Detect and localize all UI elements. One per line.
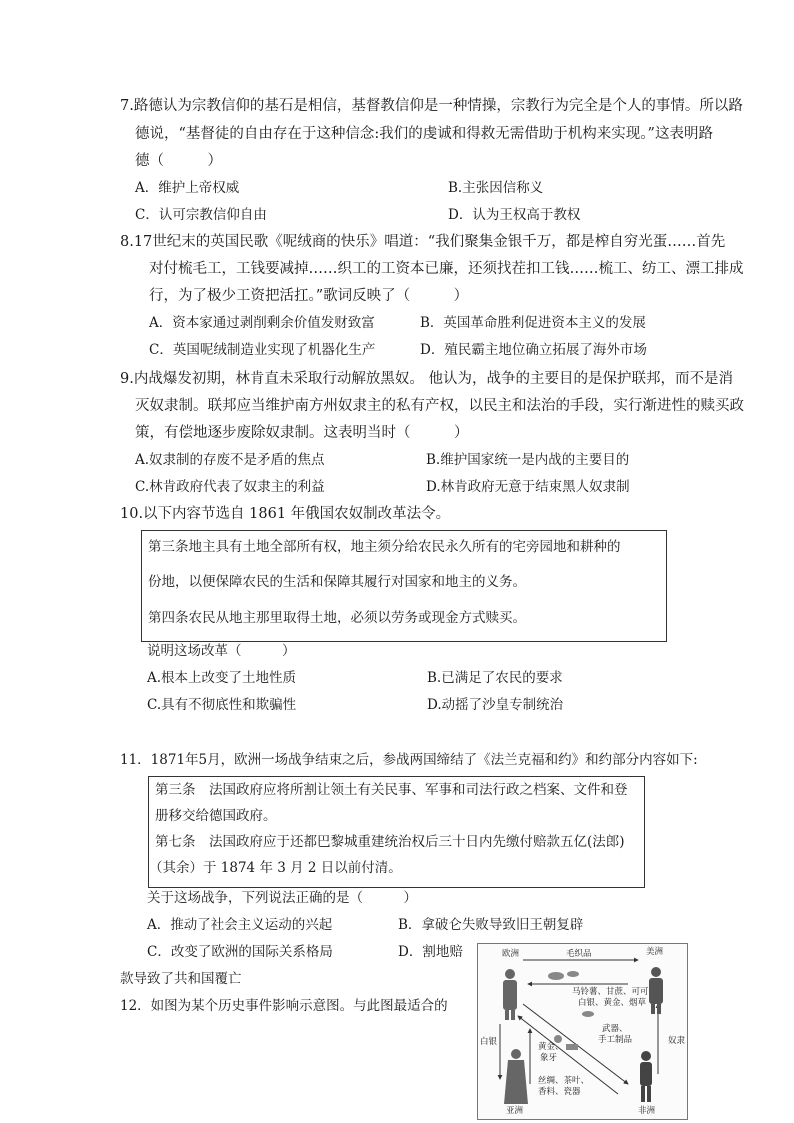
person-europe-icon (503, 969, 517, 1020)
q10-excerpt-line-3: 第四条农民从地主那里取得土地，必须以劳务或现金方式赎买。 (148, 610, 526, 626)
q8-stem-line-3: 行，为了极少工资把活扛。”歌词反映了（ ） (149, 288, 469, 304)
label-gold-line-1: 黄金、 (538, 1042, 564, 1052)
q7-stem-line-2: 德说，“基督徒的自由存在于这种信念:我们的虔诚和得救无需借助于机构来实现。”这表明路 (135, 126, 713, 142)
label-weapons-line-1: 武器、 (602, 1024, 628, 1034)
person-asia-icon (504, 1049, 528, 1104)
q10-prompt: 说明这场改革（ ） (147, 643, 296, 659)
label-goods-line-1: 马铃薯、甘蔗、可可 (572, 987, 649, 997)
q11-option-c[interactable]: C．改变了欧洲的国际关系格局 (147, 944, 333, 960)
person-africa-icon (640, 1051, 652, 1102)
label-weapons-line-2: 手工制品 (598, 1035, 633, 1045)
q11-excerpt-box (148, 776, 645, 888)
label-asia-goods-line-1: 丝绸、茶叶、 (538, 1076, 590, 1086)
q12-stem: 12．如图为某个历史事件影响示意图。与此图最适合的 (120, 998, 448, 1014)
label-silver: 白银 (480, 1037, 498, 1047)
q11-excerpt-line-4: （其余）于 1874 年 3 月 2 日以前付清。 (149, 860, 402, 876)
q9-option-d[interactable]: D.林肯政府无意于结束黑人奴隶制 (426, 479, 630, 495)
q9-stem-line-2: 灭奴隶制。联邦应当维护南方州奴隶主的私有产权，以民主和法治的手段，实行渐进性的赎买政 (135, 398, 744, 414)
goods-icons (548, 971, 594, 1050)
q9-stem-line-1: 9.内战爆发初期，林肯直未采取行动解放黑奴。 他认为，战争的主要目的是保护联邦，而不是消 (120, 371, 733, 387)
q8-stem-line-2: 对付梳毛工，工钱要减掉……织工的工资本已廉，还须找茬扣工钱……梳工、纺工、漂工排成 (149, 261, 744, 277)
q11-excerpt-line-1: 第三条 法国政府应将所割让领土有关民事、军事和司法行政之档案、文件和登 (155, 782, 628, 798)
trade-arrows-svg (478, 944, 687, 1119)
q10-excerpt-line-2: 份地，以便保障农民的生活和保障其履行对国家和地主的义务。 (148, 574, 526, 590)
label-americas: 美洲 (646, 947, 664, 957)
label-europe: 欧洲 (502, 949, 520, 959)
label-asia: 亚洲 (506, 1106, 524, 1116)
q11-option-d[interactable]: D．割地赔 (398, 944, 463, 960)
q9-option-a[interactable]: A.奴隶制的存废不是矛盾的焦点 (135, 452, 325, 468)
q10-option-d[interactable]: D.动摇了沙皇专制统治 (427, 697, 564, 713)
label-goods-line-2: 白银、黄金、烟草 (578, 998, 647, 1008)
q11-option-a[interactable]: A．推动了社会主义运动的兴起 (147, 917, 333, 933)
label-woolens: 毛织品 (566, 949, 592, 959)
q11-excerpt-line-3: 第七条 法国政府应于还都巴黎城重建统治权后三十日内先缴付赔款五亿(法郎) (155, 834, 625, 850)
q7-option-a[interactable]: A．维护上帝权威 (135, 180, 240, 196)
q7-option-c[interactable]: C．认可宗教信仰自由 (135, 207, 267, 223)
q11-option-d-continuation: 款导致了共和国覆亡 (120, 971, 242, 987)
q8-stem-line-1: 8.17世纪末的英国民歌《呢绒商的快乐》唱道：“我们聚集金银千万，都是榨自穷光蛋……首先 (120, 234, 726, 250)
q11-excerpt-line-2: 册移交给德国政府。 (155, 808, 277, 824)
q10-option-c[interactable]: C.具有不彻底性和欺骗性 (147, 697, 297, 713)
label-gold-line-2: 象牙 (540, 1053, 558, 1063)
label-slaves: 奴隶 (668, 1036, 686, 1046)
q10-option-b[interactable]: B.已满足了农民的要求 (427, 670, 563, 686)
q8-option-d[interactable]: D．殖民霸主地位确立拓展了海外市场 (420, 342, 647, 358)
q11-stem: 11．1871年5月，欧洲一场战争结束之后，参战两国缔结了《法兰克福和约》和约部分内容如下: (120, 752, 698, 768)
person-americas-icon (649, 967, 663, 1014)
q7-stem-line-3: 德（ ） (135, 153, 222, 169)
q10-excerpt-line-1: 第三条地主具有土地全部所有权，地主须分给农民永久所有的宅旁园地和耕种的 (148, 539, 621, 555)
q10-excerpt-box (141, 530, 667, 642)
triangular-trade-figure (477, 943, 688, 1120)
q8-option-b[interactable]: B．英国革命胜利促进资本主义的发展 (420, 315, 646, 331)
q11-option-b[interactable]: B．拿破仑失败导致旧王朝复辟 (398, 917, 584, 933)
label-asia-goods-line-2: 香料、瓷器 (538, 1087, 581, 1097)
q9-option-c[interactable]: C.林肯政府代表了奴隶主的利益 (135, 479, 325, 495)
q8-option-a[interactable]: A．资本家通过剥削剩余价值发财致富 (149, 315, 375, 331)
q9-option-b[interactable]: B.维护国家统一是内战的主要目的 (426, 452, 630, 468)
q8-option-c[interactable]: C．英国呢绒制造业实现了机器化生产 (149, 342, 376, 358)
q7-stem-line-1: 7.路德认为宗教信仰的基石是相信，基督教信仰是一种情操，宗教行为完全是个人的事情。所以路 (120, 98, 743, 114)
q9-stem-line-3: 策，有偿地逐步废除奴隶制。这表明当时（ ） (135, 425, 469, 441)
q10-option-a[interactable]: A.根本上改变了土地性质 (147, 670, 297, 686)
q7-option-b[interactable]: B.主张因信称义 (448, 180, 544, 196)
q7-option-d[interactable]: D．认为王权高于教权 (448, 207, 581, 223)
q10-stem: 10.以下内容节选自 1861 年俄国农奴制改革法令。 (120, 506, 451, 522)
q11-prompt: 关于这场战争，下列说法正确的是（ ） (147, 890, 417, 906)
label-africa: 非洲 (638, 1106, 656, 1116)
